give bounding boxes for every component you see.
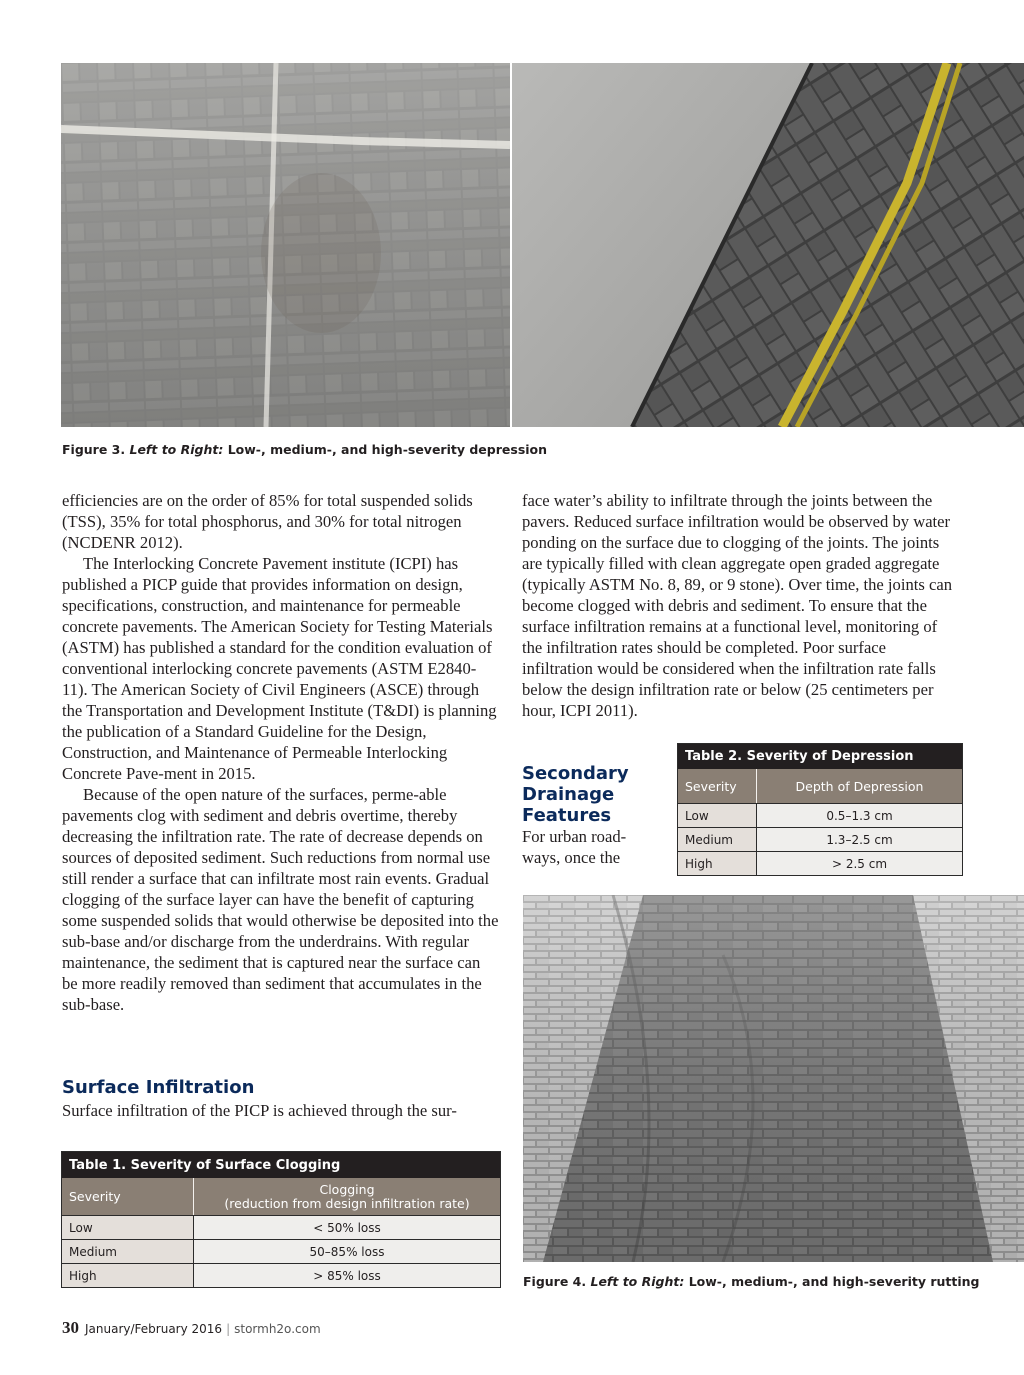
figure4-caption xyxy=(523,1274,980,1289)
page-number: 30 xyxy=(62,1318,79,1337)
table2-row-low-label: Low xyxy=(678,804,757,827)
table1-row-medium-label: Medium xyxy=(62,1240,194,1263)
footer-site-link[interactable]: stormh2o.com xyxy=(234,1322,321,1336)
figure3-label: Figure 3. xyxy=(62,442,126,457)
table2-row-medium-label: Medium xyxy=(678,828,757,851)
table2-row-high-value: > 2.5 cm xyxy=(757,852,962,875)
left-paragraph-2: The Interlocking Concrete Pavement institute (ICPI) has published a PICP guide that provides information on design, specifications, construction, and maintenance for permeable concrete pavements. The American Society for Testing Materials (ASTM) has published a standard for the condition evaluation of conventional interlocking concrete pavements (ASTM E2840-11). The American Society of Civil Engineers (ASCE) through the Transportation and Development Institute (T&DI) is planning the publication of a Standard Guideline for the Design, Construction, and Maintenance of Permeable Interlocking Concrete Pave-ment in 2015. xyxy=(62,554,497,783)
footer-separator: | xyxy=(226,1322,231,1336)
table1-title: Table 1. Severity of Surface Clogging xyxy=(62,1152,500,1178)
left-column xyxy=(62,490,499,1015)
table-severity-depression xyxy=(677,743,963,876)
table2-header-severity: Severity xyxy=(678,769,757,803)
table2-row-medium-value: 1.3–2.5 cm xyxy=(757,828,962,851)
heading-secondary-drainage-features: Secondary Drainage Features xyxy=(522,763,629,826)
table2-row-low-value: 0.5–1.3 cm xyxy=(757,804,962,827)
table1-header-clogging xyxy=(194,1178,500,1215)
table2-title: Table 2. Severity of Depression xyxy=(678,744,962,769)
table1-header-clogging-line1: Clogging xyxy=(319,1181,375,1197)
table2-header xyxy=(678,769,962,803)
table-severity-surface-clogging xyxy=(61,1151,501,1288)
right-column xyxy=(522,490,958,721)
figure3-text: Low-, medium-, and high-severity depression xyxy=(227,442,548,457)
table1-row-high-label: High xyxy=(62,1264,194,1287)
figure4-text: Low-, medium-, and high-severity rutting xyxy=(688,1274,980,1289)
figure3-photo-medium-severity xyxy=(512,63,1024,427)
left-paragraph-3: Because of the open nature of the surfaces, perme-able pavements clog with sediment and debris overtime, thereby decreasing the infiltration rate. The rate of decrease depends on sources of deposited sediment. Such reductions from normal use still render a surface that can infiltrate most rain events. Gradual clogging of the surface layer can have the benefit of capturing some suspended solids that would otherwise be deposited into the sub-base and/or discharge from the underdrains. With regular maintenance, the sediment that is captured near the surface can be more readily removed than sediment that accumulates in the sub-base. xyxy=(62,785,499,1014)
table1-row-medium-value: 50–85% loss xyxy=(194,1240,500,1263)
table1-header-clogging-line2: (reduction from design infiltration rate) xyxy=(224,1195,470,1211)
right-paragraph-1: face water’s ability to infiltrate through the joints between the pavers. Reduced surface infiltration would be observed by water ponding on the surface due to clogging of the joints. The joints are typically filled with clean aggregate open graded aggregate (typically ASTM No. 8, 89, or 9 stone). Over time, the joints can become clogged with debris and sediment. To ensure that the surface infiltration remains at a functional level, monitoring of the infiltration rates should be completed. Poor surface infiltration would be considered when the infiltration rate falls below the design infiltration rate or below (25 centimeters per hour, ICPI 2011). xyxy=(522,491,952,720)
left-paragraph-1: efficiencies are on the order of 85% for total suspended solids (TSS), 35% for total phosphorus, and 30% for total nitrogen (NCDENR 2012). xyxy=(62,491,473,552)
page-footer xyxy=(62,1318,321,1338)
figure4-emphasis: Left to Right: xyxy=(590,1274,685,1289)
heading-surface-infiltration: Surface Infiltration xyxy=(62,1077,255,1098)
table1-header-severity: Severity xyxy=(62,1178,194,1215)
table2-row-high-label: High xyxy=(678,852,757,875)
table2-header-depth: Depth of Depression xyxy=(795,778,924,794)
left-paragraph-4: Surface infiltration of the PICP is achieved through the sur- xyxy=(62,1101,457,1120)
table1-row-high-value: > 85% loss xyxy=(194,1264,500,1287)
table-row xyxy=(678,803,962,827)
table-row xyxy=(678,827,962,851)
issue-date: January/February 2016 xyxy=(85,1322,223,1336)
figure4-label: Figure 4. xyxy=(523,1274,587,1289)
figure3-caption xyxy=(62,442,547,457)
table-row xyxy=(678,851,962,875)
figure4-photo-rutting xyxy=(523,895,1024,1262)
table1-row-low-label: Low xyxy=(62,1216,194,1239)
table-row xyxy=(62,1263,500,1287)
figure3-emphasis: Left to Right: xyxy=(129,442,224,457)
table-row xyxy=(62,1215,500,1239)
figure3-photo-low-severity xyxy=(61,63,510,427)
table1-header xyxy=(62,1178,500,1215)
right-paragraph-2: For urban road-ways, once the xyxy=(522,827,627,867)
table-row xyxy=(62,1239,500,1263)
table1-row-low-value: < 50% loss xyxy=(194,1216,500,1239)
